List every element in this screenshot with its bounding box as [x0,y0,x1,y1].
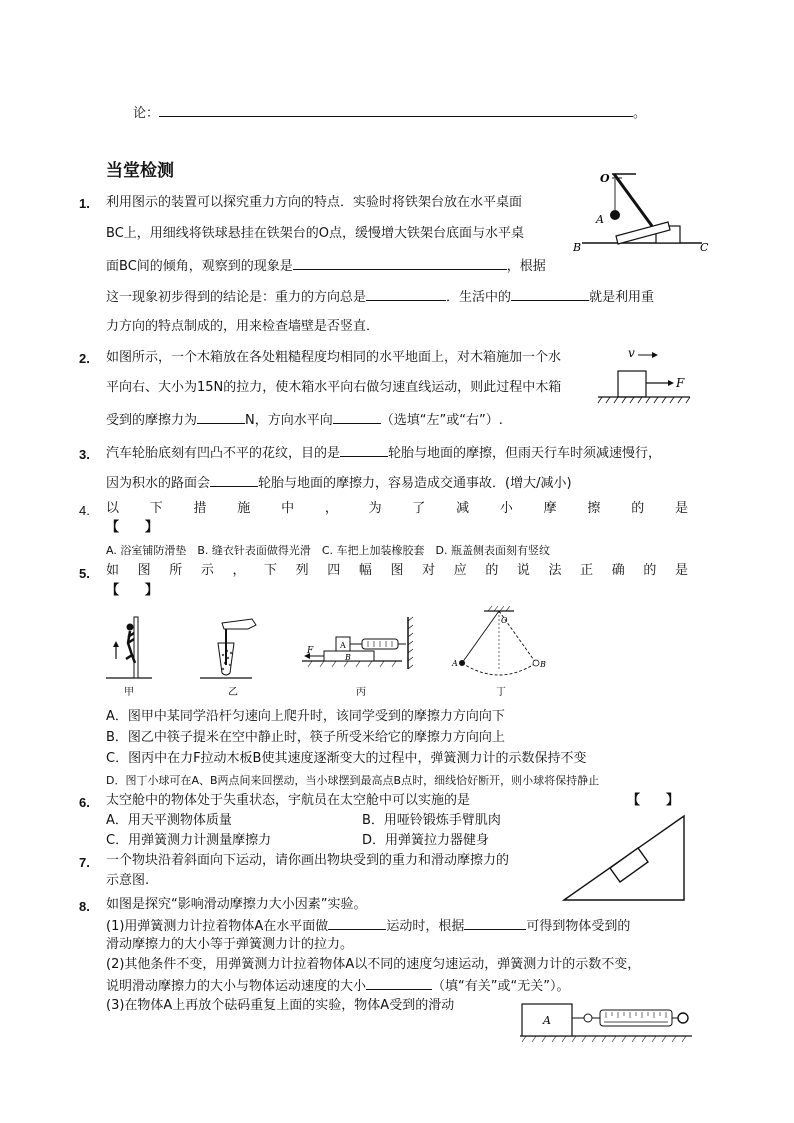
q3-blank-1[interactable] [340,444,388,457]
q3-line1: 汽车轮胎底刻有凹凸不平的花纹，目的是 轮胎与地面的摩擦，但雨天行车时须减速慢行， [106,446,662,461]
q2-box-figure [594,345,694,407]
q6-bracket: 【 】 [627,793,680,808]
q8-blank-basis[interactable] [464,917,526,930]
q5-fig-label-b: B [345,653,351,662]
q8-p1-line2: 滑动摩擦力的大小等于弹簧测力计的拉力。 [106,937,354,952]
q4-stem-char: ， [324,501,338,516]
q5-stem-char: 是 [674,563,688,578]
top-conclusion-line [133,104,646,121]
q5-fig-jia [106,617,152,678]
q1-blank-direction[interactable] [366,288,446,301]
q8-number: 8. [79,899,90,914]
q6-option-d: D．用弹簧拉力器健身 [362,833,490,848]
q6-option-b: B．用哑铃锻炼手臂肌肉 [362,813,501,828]
q5-stem-char: 幅 [358,563,372,578]
q3-blank-2[interactable] [210,474,258,487]
q1-line2: BC上，用细线将铁球悬挂在铁架台的O点，缓慢增大铁架台底面与水平桌 [106,226,524,241]
q5-stem-char: 法 [548,563,562,578]
q1-line3: 面BC间的倾角，观察到的现象是 ，根据 [106,259,546,274]
section-title: 当堂检测 [106,161,174,181]
q5-stem-char: 示 [200,563,214,578]
q5-option-c: C．图丙中在力F拉动木板B使其速度逐渐变大的过程中，弹簧测力计的示数保持不变 [106,751,587,766]
q4-stem-char: 为 [368,501,382,516]
q5-stem-char: 图 [390,563,404,578]
conclusion-blank[interactable] [159,104,633,117]
q8-blank-relation[interactable] [366,977,432,990]
conclusion-prefix: 论： [133,106,160,121]
q7-number: 7. [79,855,90,870]
q5-fig-label-a2: A [452,659,458,668]
q5-caption-yi: 乙 [228,687,238,698]
q8-p2-line2: 说明滑动摩擦力的大小与物体运动速度的大小 （填“有关”或“无关”）。 [106,979,570,994]
q4-stem-char: 摩 [543,501,557,516]
q7-line1: 一个物块沿着斜面向下运动，请你画出物块受到的重力和滑动摩擦力的 [106,853,510,868]
q4-stem-char: 是 [674,501,688,516]
q8-fig-label-a: A [543,1014,551,1027]
q5-stem-char: 对 [422,563,436,578]
q8-stem: 如图是探究“影响滑动摩擦力大小因素”实验。 [106,897,367,912]
q5-fig-bing [302,617,413,669]
q5-stem-char: 正 [580,563,594,578]
q4-stem-char: 的 [631,501,645,516]
q5-fig-label-b2: B [540,660,546,669]
q5-stem-char: 下 [264,563,278,578]
q5-stem-char: 列 [295,563,309,578]
q6-number: 6. [79,795,90,810]
q1-fig-label-b: B [573,241,582,254]
q5-stem-char: 图 [137,563,151,578]
q1-fig-label-a: A [596,213,604,226]
q2-line1: 如图所示，一个木箱放在各处粗糙程度均相同的水平地面上，对木箱施加一个水 [106,350,562,365]
q5-stem-char: 四 [327,563,341,578]
q2-fig-label-f: F [676,376,685,390]
q5-stem-char: 所 [169,563,183,578]
q5-fig-label-f: F [307,646,314,656]
q4-options: A. 浴室铺防滑垫 B. 缝衣针表面做得光滑 C. 车把上加装橡胶套 D. 瓶盖侧表面刻有竖纹 [106,544,550,557]
q4-stem-char: 施 [237,501,251,516]
q7-incline-figure [560,812,690,904]
q5-caption-jia: 甲 [124,687,134,698]
q5-option-a: A．图甲中某同学沿杆匀速向上爬升时，该同学受到的摩擦力方向向下 [106,709,505,724]
q7-line2: 示意图. [106,873,150,888]
q5-stem-char: 说 [516,563,530,578]
q5-fig-ding [451,606,546,675]
q4-stem [106,501,688,516]
q2-blank-friction[interactable] [197,411,245,424]
q5-stem-char: 确 [611,563,625,578]
conclusion-suffix: 。 [633,106,647,121]
q8-spring-scale-figure [518,998,694,1046]
q4-stem-char: 了 [412,501,426,516]
q1-fig-label-o: O [600,172,610,185]
q5-option-b: B．图乙中筷子提米在空中静止时，筷子所受米给它的摩擦力方向向上 [106,730,505,745]
q1-number: 1. [79,196,90,211]
q3-line2: 因为积水的路面会 轮胎与地面的摩擦力，容易造成交通事故．(增大/减小) [106,476,572,491]
q5-stem-char: 的 [485,563,499,578]
q5-stem [106,563,688,578]
q4-stem-char: 以 [106,501,120,516]
q4-stem-char: 中 [281,501,295,516]
q2-fig-label-v: v [628,346,635,360]
q5-fig-label-a: A [340,641,346,650]
q2-blank-direction[interactable] [333,411,381,424]
q5-figures [102,603,582,703]
q1-fig-label-c: C [700,241,709,254]
q4-stem-char: 下 [149,501,163,516]
q5-bracket: 【 】 [106,583,159,598]
q1-line1: 利用图示的装置可以探究重力方向的特点．实验时将铁架台放在水平桌面 [106,195,523,210]
q8-blank-motion[interactable] [328,917,386,930]
q5-stem-char: 的 [643,563,657,578]
q5-stem-char: ， [232,563,246,578]
q4-stem-char: 措 [193,501,207,516]
q4-stem-char: 小 [499,501,513,516]
q4-number: 4. [79,503,90,518]
q6-option-a: A．用天平测物体质量 [106,813,232,828]
q6-option-c: C．用弹簧测力计测量摩擦力 [106,833,272,848]
q4-stem-char: 减 [456,501,470,516]
q5-stem-char: 应 [453,563,467,578]
q5-fig-yi [200,619,256,678]
q2-line3: 受到的摩擦力为 N，方向水平向 （选填“左”或“右”）. [106,413,503,428]
q1-blank-phenomenon[interactable] [293,257,507,270]
q5-option-d: D．图丁小球可在A、B两点间来回摆动，当小球摆到最高点B点时，细线恰好断开，则小球将保持静止 [106,774,600,787]
q8-p1-line1: (1)用弹簧测力计拉着物体A在水平面做 运动时，根据 可得到物体受到的 [106,919,631,934]
q1-line5: 力方向的特点制成的，用来检查墙壁是否竖直． [106,319,380,334]
q1-line4: 这一现象初步得到的结论是：重力的方向总是 ．生活中的 就是利用重 [106,290,655,305]
q8-p2-line1: (2)其他条件不变，用弹簧测力计拉着物体A以不同的速度匀速运动，弹簧测力计的示数不变， [106,957,641,972]
q2-line2: 平向右、大小为15N的拉力，使木箱水平向右做匀速直线运动，则此过程中木箱 [106,380,562,395]
q4-stem-char: 擦 [587,501,601,516]
q5-caption-bing: 丙 [356,687,366,698]
q1-blank-tool[interactable] [511,288,589,301]
q4-bracket: 【 】 [106,520,159,535]
q6-stem: 太空舱中的物体处于失重状态，宇航员在太空舱中可以实施的是 [106,793,471,808]
q5-stem-char: 如 [106,563,120,578]
q3-number: 3. [79,447,90,462]
q5-number: 5. [79,566,90,581]
q1-stand-figure [572,160,712,256]
q5-caption-ding: 丁 [496,687,506,698]
q2-number: 2. [79,351,90,366]
q8-p3: (3)在物体A上再放个砝码重复上面的实验，物体A受到的滑动 [106,998,455,1013]
q5-fig-label-o: O [501,616,508,625]
